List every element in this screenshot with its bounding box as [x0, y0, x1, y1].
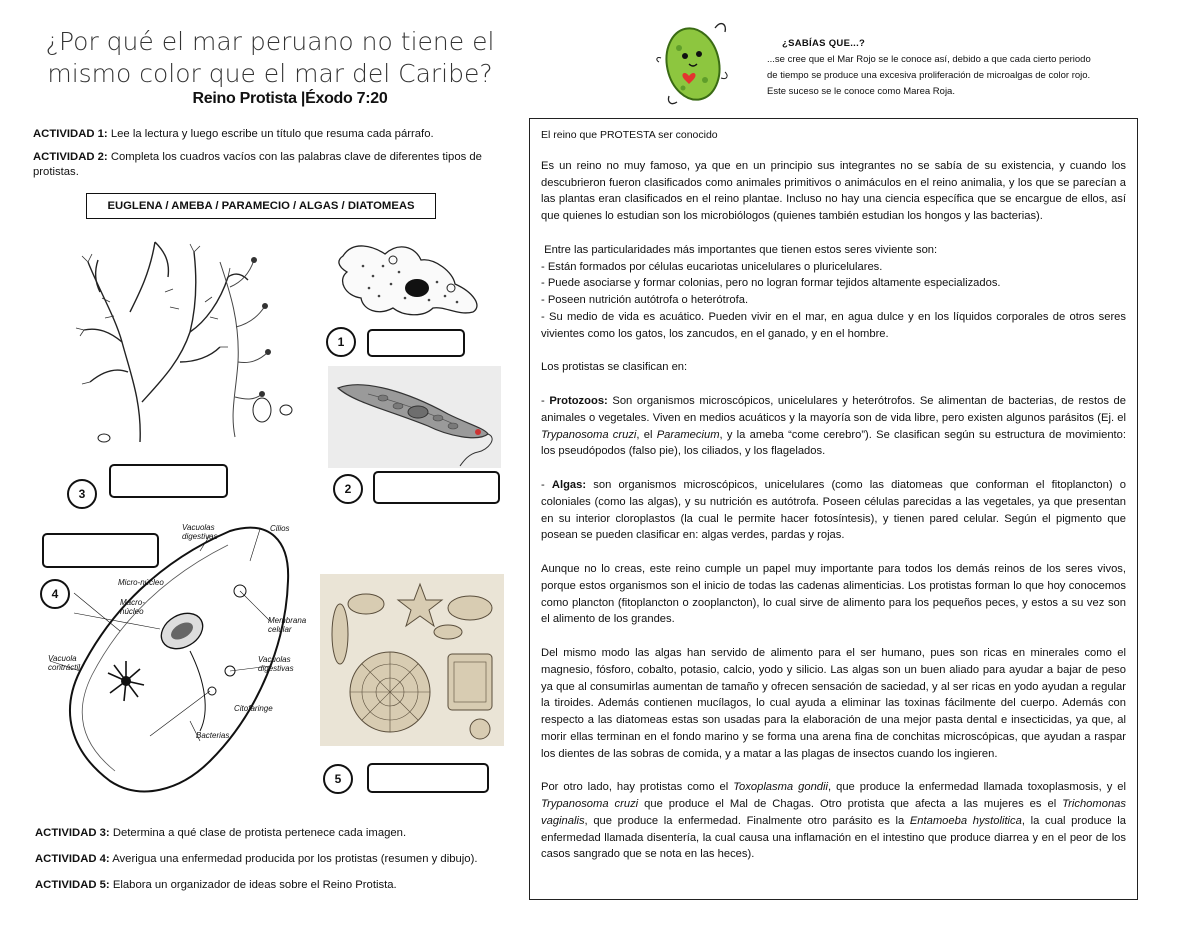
- label-cilios: Cilios: [270, 524, 290, 533]
- p8-italic-3: Trichomonas vaginalis: [541, 798, 1126, 827]
- article-paragraph-6: Aunque no lo creas, este reino cumple un papel muy importante para todos los demás reinos de los seres vivos, porque estos organismos son el inicio de todas las cadenas alimenticias. Los protistas forman lo que hoy conocemos como plancton (fitoplancton o zooplancton), lo cual sirve de alimento para los pequeños peces, y estos a su vez son el alimento de los grandes.: [541, 562, 1126, 626]
- figure-number-5: 5: [323, 764, 353, 794]
- article-paragraph-2: [541, 242, 1126, 343]
- sabias-line-2: de tiempo se produce una excesiva proliferación de microalgas de color rojo.: [767, 70, 1091, 81]
- activity-5: [35, 878, 515, 893]
- article-p2-item-4: - Su medio de vida es acuático. Pueden vivir en el mar, en agua dulce y en los líquidos corporales de otros seres vivientes como los gatos, los zancudos, en el ganado, y en el hombre.: [541, 310, 1126, 340]
- protozoos-text-b: , el: [636, 428, 657, 441]
- label-micronucleo: Micro-núcleo: [118, 578, 164, 587]
- activity-4-text: Averigua una enfermedad producida por los protistas (resumen y dibujo).: [112, 853, 478, 865]
- page-subtitle: Reino Protista |Éxodo 7:20: [192, 90, 388, 107]
- activity-2-label: ACTIVIDAD 2:: [33, 151, 108, 163]
- answer-box-2[interactable]: [373, 471, 500, 504]
- label-membrana-celular: Membrana celular: [268, 616, 307, 634]
- activity-1-text: Lee la lectura y luego escribe un título que resuma cada párrafo.: [110, 128, 434, 140]
- label-macronucleo: Macro-núcleo: [120, 598, 145, 616]
- sabias-line-1: ...se cree que el Mar Rojo se le conoce así, debido a que cada cierto periodo: [767, 54, 1091, 65]
- p8-italic-4: Entamoeba hystolitica: [909, 814, 1022, 827]
- article-p2-item-2: - Puede asociarse y formar colonias, pero no logran formar tejidos altamente especializados.: [541, 277, 1001, 290]
- p8-text-a: Por otro lado, hay protistas como el: [541, 781, 734, 794]
- article-paragraph-1: Es un reino no muy famoso, ya que en un principio sus integrantes no se sabía de su existencia, y cuando los descubrieron fueron clasificados como animales primitivos o animáculos en el reino animalia, y los que se parecían a las plantas eran clasificados en el reino plantae. Incluso no hay una ciencia específica que se encargue de ellos, así que quienes lo estudian son los microbiólogos (quienes también estudian los hongos y las bacterias).: [541, 159, 1126, 223]
- label-vacuolas-digestivas-top: Vacuolas digestivas: [182, 523, 218, 541]
- protozoos-italic-1: Trypanosoma cruzi: [541, 428, 637, 441]
- protozoos-text-a: Son organismos microscópicos, unicelulares y heterótrofos. Se alimentan de bacterias, de restos de animales o vegetales. Viven en medios acuáticos y la mayoría son de vida libre, pero existen algunos parásitos (Ej. el: [541, 394, 1126, 424]
- activity-1-label: ACTIVIDAD 1:: [33, 128, 108, 140]
- p8-text-d: , que produce la enfermedad. Finalmente otro parásito es la: [584, 814, 910, 827]
- p8-text-e: , la cual produce la enfermedad llamada disentería, la cual causa una inflamación en el intestino que produce diarrea y en el peor de los casos sangrado que se nota en las heces).: [541, 814, 1126, 861]
- protozoos-label: Protozoos:: [549, 394, 608, 407]
- answer-box-5[interactable]: [367, 763, 489, 793]
- article-p2-intro: Entre las particularidades más importantes que tienen estos seres viviente son:: [541, 243, 938, 256]
- activity-3-text: Determina a qué clase de protista pertenece cada imagen.: [112, 827, 407, 839]
- p8-text-c: que produce el Mal de Chagas. Otro protista que afecta a las mujeres es el: [638, 798, 1063, 811]
- article-paragraph-protozoos: - Protozoos: Son organismos microscópicos, unicelulares y heterótrofos. Se alimentan de bacterias, de restos de animales o vegetales. Viven en medios acuáticos y la mayoría son de vida libre, pero existen algunos parásitos (Ej. el Trypanosoma cruzi, el Paramecium, y la ameba “come cerebro”). Se clasifican según su estructura de movimiento: los pseudópodos (falso pie), los ciliados, y los flagelados.: [541, 394, 1126, 458]
- answer-box-4[interactable]: [42, 533, 159, 568]
- bacterium-mascot-icon: [655, 18, 735, 108]
- sabias-line-3: Este suceso se le conoce como Marea Roja.: [767, 86, 955, 97]
- sabias-title: ¿SABÍAS QUE...?: [782, 38, 866, 49]
- reading-article: [529, 118, 1138, 900]
- activity-2: [33, 150, 483, 180]
- activity-4-label: ACTIVIDAD 4:: [35, 853, 110, 865]
- activity-3-label: ACTIVIDAD 3:: [35, 827, 110, 839]
- article-heading: El reino que PROTESTA ser conocido: [541, 129, 718, 141]
- figure-number-4: 4: [40, 579, 70, 609]
- figure-number-1: 1: [326, 327, 356, 357]
- protozoos-italic-2: Paramecium: [656, 428, 720, 441]
- article-paragraph-algas: - Algas: son organismos microscópicos, unicelulares (como las diatomeas que conforman el fitoplancton) o coloniales (como las algas), y su nutrición es autótrofa. Poseen células parecidas a las vegetales, ya que presentan en su interior cloroplastos (la cual le permite hacer fotosíntesis), y tienen pared celular. Según el pigmento que posean se pueden clasificar en: algas verdes, pardas y rojas.: [541, 478, 1126, 542]
- page-title: [20, 26, 520, 90]
- title-line-2: mismo color que el mar del Caribe?: [47, 59, 493, 88]
- answer-box-3[interactable]: [109, 464, 228, 498]
- activity-5-text: Elabora un organizador de ideas sobre el Reino Protista.: [112, 879, 397, 891]
- algas-text: son organismos microscópicos, unicelulares (como las diatomeas que conforman el fitoplancton) o coloniales (como las algas), y su nutrición es autótrofa. Poseen células parecidas a las vegetales, ya que presentan en su interior cloroplastos (la cual le permite hacer fotosíntesis), y tienen pared celular. Según el pigmento que posean se pueden clasificar en: algas verdes, pardas y rojas.: [541, 478, 1126, 542]
- article-paragraph-3: Los protistas se clasifican en:: [541, 361, 688, 374]
- keywords-box: EUGLENA / AMEBA / PARAMECIO / ALGAS / DIATOMEAS: [86, 193, 436, 219]
- activity-2-text: Completa los cuadros vacíos con las palabras clave de diferentes tipos de protistas.: [33, 151, 482, 178]
- figure-number-3: 3: [67, 479, 97, 509]
- p8-text-b: , que produce la enfermedad llamada toxoplasmosis, y el: [828, 781, 1127, 794]
- answer-box-1[interactable]: [367, 329, 465, 357]
- article-p2-item-1: - Están formados por células eucariotas unicelulares o pluricelulares.: [541, 260, 883, 273]
- title-line-1: ¿Por qué el mar peruano no tiene el: [45, 27, 495, 56]
- amoeba-illustration: [333, 236, 488, 320]
- label-bacterias: Bacterias: [196, 731, 230, 740]
- algae-illustration: [70, 232, 310, 452]
- sabias-text: [767, 52, 1139, 100]
- diatoms-illustration: [320, 574, 504, 746]
- protozoos-text-c: , y la ameba “come cerebro”). Se clasifican según su estructura de movimiento: los pseudópodos (falso pie), los ciliados, y los flagelados.: [541, 428, 1126, 458]
- activity-3: [35, 826, 515, 841]
- activity-1: [33, 127, 513, 142]
- label-citofaringe: Citofaringe: [234, 704, 273, 713]
- article-p2-item-3: - Poseen nutrición autótrofa o heterótrofa.: [541, 294, 749, 307]
- label-vacuolas-digestivas-right: Vacuolas digestivas: [258, 655, 294, 673]
- euglena-illustration: [328, 366, 501, 468]
- article-paragraph-8: [541, 779, 1126, 863]
- activity-4: [35, 852, 530, 867]
- algas-label: Algas:: [551, 478, 587, 491]
- article-paragraph-7: Del mismo modo las algas han servido de alimento para el ser humano, pues son ricas en minerales como el magnesio, fósforo, cobalto, potasio, calcio, yodo y silicio. Las algas son un buen aliado para ayudar a bajar de peso ya que al consumirlas aumentan de tamaño y ofrecen sensación de saciedad, y al ser ricas en yodo ayudan a regular la tiroides. Además contienen mucílagos, lo cual ayuda a eliminar las toxinas fácilmente del cuerpo. Además con respecto a las diatomeas estas son usadas para la elaboración de una mejor pasta dental e insecticidas, ya que, al morir ellas terminan en el fondo marino y se forma una arena fina de conchitas microscópicas, que ayudan a raspar los dientes de las sobras de comida, y a matar a las plagas de insectos cuando los ingieren.: [541, 646, 1126, 760]
- activity-5-label: ACTIVIDAD 5:: [35, 879, 110, 891]
- p8-italic-2: Trypanosoma cruzi: [541, 798, 639, 811]
- p8-italic-1: Toxoplasma gondii: [733, 781, 829, 794]
- label-vacuola-contractil: Vacuola contráctil: [48, 654, 81, 672]
- figure-number-2: 2: [333, 474, 363, 504]
